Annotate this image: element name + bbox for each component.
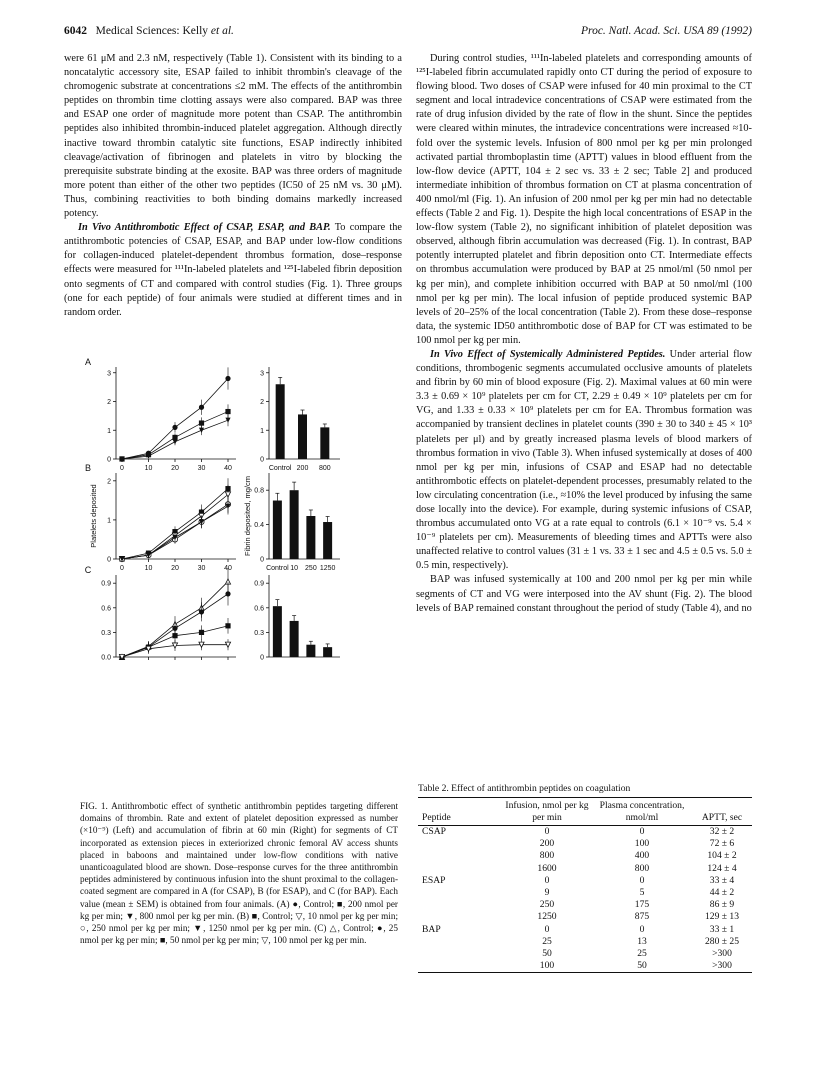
section-heading-in-vivo: In Vivo Antithrombotic Effect of CSAP, ESAP, and BAP. [78, 222, 331, 234]
journal-citation: Proc. Natl. Acad. Sci. USA 89 (1992) [581, 25, 752, 37]
x-tick-label: 0 [120, 465, 124, 472]
bar-y-tick-label: 0.4 [254, 522, 264, 530]
cell-infusion: 800 [539, 850, 555, 862]
cell-plasma: 0 [639, 826, 645, 837]
cell-plasma: 400 [634, 850, 650, 862]
cell-peptide: CSAP [422, 826, 446, 837]
table-header-row [418, 798, 752, 826]
bar [290, 621, 299, 657]
data-point [172, 633, 177, 638]
y-tick-label: 0.3 [101, 629, 111, 637]
data-point [172, 439, 177, 444]
bar-category-label: 200 [296, 465, 309, 472]
cell-aptt: >300 [712, 948, 732, 960]
data-point [199, 630, 204, 635]
x-tick-label: 40 [224, 565, 232, 572]
series-line [122, 489, 228, 559]
y-tick-label: 0.9 [101, 580, 111, 588]
cell-infusion: 250 [539, 899, 555, 911]
cell-peptide [418, 838, 502, 850]
left-paragraph-1: were 61 μM and 2.3 nM, respectively (Table 1). Consistent with its binding to a noncatalytic accessory site, ESAP failed to inhibit thrombin's cleavage of the chromogenic substrate at concentrations ≤2 mM. The effects of the antithrombin peptides on thrombin time clotting assays were also compared. BAP was three and ESAP one order of magnitude more potent than CSAP. The antithrombin peptides also inhibited thrombin-induced platelet aggregation. Although directly inactive toward thrombin catalytic site functions, ESAP indirectly inhibited cleavage/activation of fibrinogen and platelets in vitro by blocking the prerequisite substrate binding at the exosite. BAP was three orders of magnitude more potent than either of the other two peptides (IC50 of 25 nM vs. 30 μM). Thus, combining reactivities to both binding domains markedly increased potency. [64, 53, 402, 220]
panel-label: C [84, 565, 92, 575]
x-tick-label: 30 [197, 465, 206, 472]
data-point [225, 591, 230, 596]
cell-infusion: 25 [542, 935, 552, 947]
cell-aptt: 280 ± 25 [704, 935, 740, 947]
header-plasma: Plasma concentration, nmol/ml [599, 800, 685, 823]
data-point [172, 425, 177, 430]
cell-infusion: 100 [539, 960, 555, 972]
cell-infusion: 9 [544, 887, 550, 899]
figure-1 [64, 355, 404, 660]
cell-peptide: ESAP [422, 874, 446, 886]
data-point [225, 623, 230, 628]
header-infusion: Infusion, nmol per kg per min [505, 800, 589, 823]
table-body [418, 826, 752, 973]
bar-y-tick-label: 2 [260, 399, 264, 406]
bar [273, 501, 282, 559]
table-row [418, 948, 752, 960]
data-point [225, 418, 230, 423]
cell-aptt: 44 ± 2 [709, 887, 735, 899]
y-tick-label: 1 [107, 427, 111, 435]
table-row [418, 911, 752, 923]
bar [323, 647, 332, 657]
y-tick-label: 0 [107, 456, 111, 464]
left-paragraph-2 [64, 221, 402, 320]
bar [276, 384, 285, 459]
table-row [418, 924, 752, 936]
cell-aptt: 33 ± 4 [709, 874, 735, 886]
bar-y-tick-label: 0.3 [254, 629, 264, 637]
header-et-al: et al. [210, 25, 234, 37]
cell-infusion: 0 [544, 923, 550, 935]
panel-label: A [84, 357, 92, 367]
left-paragraph-2-body: To compare the antithrombotic potencies of CSAP, ESAP, and BAP under low-flow conditions for collagen-induced platelet-dependent thrombus formation, dose–response effects were measured for ¹¹¹In-labeled platelets and ¹²⁵I-labeled fibrin deposition onto segments of CT and compared with control studies (Fig. 1). Three groups (one for each peptide) of four animals were studied at different times and in random order. [64, 222, 402, 318]
data-point [199, 609, 204, 614]
data-point [199, 405, 204, 410]
table-row [418, 899, 752, 911]
right-paragraph-3: BAP was infused systemically at 100 and 200 nmol per kg per min while segments of CT and VG were interposed into the AV shunt (Fig. 2). The blood levels of BAP remained constant throughout the period of study (Table 4), and no [416, 574, 752, 614]
data-point [199, 420, 204, 425]
cell-plasma: 100 [634, 838, 650, 850]
cell-infusion: 0 [544, 826, 550, 837]
cell-infusion: 50 [542, 948, 552, 960]
bar-y-tick-label: 3 [260, 370, 264, 378]
table-row [418, 863, 752, 875]
y-tick-label: 2 [107, 399, 111, 406]
bar-y-tick-label: 0 [260, 556, 264, 564]
bar-category-label: Control [266, 565, 289, 572]
coagulation-table [418, 797, 752, 973]
right-column [416, 52, 752, 616]
table-row [418, 826, 752, 839]
data-point [225, 409, 230, 414]
header-left [64, 25, 234, 37]
table-row [418, 875, 752, 887]
cell-infusion: 1600 [537, 862, 557, 874]
x-tick-label: 20 [171, 465, 179, 472]
cell-plasma: 25 [637, 948, 647, 960]
x-tick-label: 40 [224, 465, 232, 472]
cell-aptt: 72 ± 6 [709, 838, 735, 850]
bar [306, 516, 315, 559]
bar-category-label: 800 [318, 465, 331, 472]
figure-caption [80, 800, 398, 946]
data-point [199, 428, 204, 433]
x-tick-label: 20 [171, 565, 179, 572]
cell-peptide: BAP [422, 923, 441, 935]
cell-plasma: 0 [639, 874, 645, 886]
left-column [64, 52, 402, 320]
y-tick-label: 0.6 [101, 605, 111, 613]
cell-aptt: 33 ± 1 [709, 923, 735, 935]
bar-y-tick-label: 0.8 [254, 487, 264, 495]
bar-y-tick-label: 0.9 [254, 580, 264, 588]
table-2 [418, 783, 752, 973]
cell-peptide [418, 948, 502, 960]
panel-label: B [84, 463, 92, 473]
running-header [64, 25, 752, 41]
x-tick-label: 0 [120, 565, 124, 572]
cell-aptt: >300 [712, 960, 732, 972]
cell-aptt: 32 ± 2 [709, 826, 735, 837]
cell-aptt: 124 ± 4 [707, 862, 737, 874]
cell-plasma: 50 [637, 960, 647, 972]
cell-aptt: 129 ± 13 [704, 911, 740, 923]
cell-infusion: 200 [539, 838, 555, 850]
cell-infusion: 1250 [537, 911, 557, 923]
cell-plasma: 0 [639, 923, 645, 935]
figure-1-plots [64, 355, 404, 660]
y-tick-label: 0 [107, 556, 111, 564]
header-section: Medical Sciences: Kelly [95, 25, 209, 37]
right-paragraph-2 [416, 348, 752, 574]
bar-category-label: 10 [290, 565, 299, 572]
y-tick-label: 2 [107, 478, 111, 486]
table-row [418, 936, 752, 948]
cell-peptide [418, 960, 502, 973]
header-aptt: APTT, sec [701, 811, 743, 823]
x-tick-label: 10 [144, 465, 153, 472]
y-tick-label: 3 [107, 370, 111, 378]
bar [306, 645, 315, 657]
cell-peptide [418, 936, 502, 948]
cell-plasma: 175 [634, 899, 650, 911]
right-paragraph-1: During control studies, ¹¹¹In-labeled platelets and corresponding amounts of ¹²⁵I-labeled fibrin accumulated rapidly onto CT during the period of exposure to flowing blood. Two doses of CSAP were infused for 40 min proximal to the CT segment and local intradevice concentrations of CSAP were estimated from the rate of drug infusion divided by the rate of flow in the shunt. Since the peptides were cleared within minutes, the intradevice concentrations were increased ≈10-fold over the systemic levels. Infusion of 800 nmol per kg per min prolonged activated partial thromboplastin time (APTT) values in blood effluent from the low-flow device (APTT, 104 ± 2 sec vs. 33 ± 2 sec; Table 2] and produced intermediate inhibition of thrombus formation on CT at plasma concentration of 400 nmol/ml (Fig. 1). An infusion of 200 nmol per kg per min had no detectable effects (Table 2 and Fig. 1). Despite the high local concentrations of ESAP in the low-flow system (Table 2), no significant inhibition of platelet deposition was observed, although fibrin accumulation was decreased (Fig. 1). In contrast, BAP potently interrupted platelet and fibrin deposition onto CT. Intermediate effects on thrombus accumulation were produced by BAP at 25 nmol/ml (50 nmol per kg per min), and complete inhibition occurred with BAP at 50 nmol/ml (100 nmol per kg per min). The local infusion of peptide produced systemic BAP levels of 20–25% of the local concentration (Table 2). From these dose–response data, the systemic ID50 antithrombotic dose of BAP for CT was estimated to be 100 nmol per kg per min. [416, 53, 752, 346]
bar [290, 490, 299, 559]
x-tick-label: 10 [144, 565, 153, 572]
bar-y-tick-label: 0 [260, 456, 264, 464]
cell-plasma: 13 [637, 935, 647, 947]
cell-peptide [418, 911, 502, 923]
bar [323, 522, 332, 559]
y-tick-label: 0.0 [101, 654, 111, 660]
section-heading-systemic: In Vivo Effect of Systemically Administered Peptides. [430, 348, 666, 360]
right-paragraph-2-body: Under arterial flow conditions, thrombogenic segments accumulated occlusive amounts of platelets and fibrin by 60 min of blood exposure (Fig. 2). Maximal values at 60 min were 3.3 ± 0.69 × 10⁹ platelets per cm for CT, 2.29 ± 0.49 × 10⁹ platelets per cm for VG, and 1.33 ± 0.33 × 10⁹ platelets per cm for EA. Thrombus formation was accompanied by transient declines in platelet counts (390 ± 30 to 340 ± 45 × 10³ platelets per μl) and by greatly increased plasma levels of blood markers of thrombus formation in vivo (Table 3). When infused systemically at doses of 400 nmol per kg per min, infusions of CSAP and ESAP had no detectable antithrombotic effects on platelet-dependent processes, presumably related to the low circulating concentration (i.e., ≈10% the level produced by infusing the same dose locally into the device). For example, during systemic infusions of CSAP, thrombus accumulated onto VG at a rate equal to controls (6.1 × 10⁻⁹ vs. 5.4 × 10⁻⁹ platelets per cm). Measurements of bleeding times and APTTs were also unaffected relative to control values (31 ± 1 vs. 33 ± 1 sec and 4.5 ± 0.5 vs. 5.0 ± 0.5 min, respectively). [416, 348, 753, 572]
cell-aptt: 86 ± 9 [709, 899, 735, 911]
figure-caption-text: FIG. 1. Antithrombotic effect of synthetic antithrombin peptides targeting different domains of thrombin. Rate and extent of platelet deposition expressed as number (×10⁻⁹) (Left) and accumulation of fibrin at 60 min (Right) for segments of CT incorporated as extension pieces in exteriorized chronic femoral AV access shunts placed in baboons and maintained under low-flow conditions with native unanticoagulated blood are shown. Dose–response curves for the three antithrombin peptides administered by continuous infusion into the shunt proximal to the collagen-coated segment are compared in A (for CSAP), B (for ESAP), and C (for BAP). Each value (mean ± SEM) is obtained from four animals. (A) ●, Control; ■, 200 nmol per kg per min; ▼, 800 nmol per kg per min. (B) ■, Control; ▽, 10 nmol per kg per min; ○, 250 nmol per kg per min; ▼, 1250 nmol per kg per min. (C) △, Control; ●, 25 nmol per kg per min; ■, 50 nmol per kg per min; ▽, 100 nmol per kg per min. [80, 801, 398, 946]
bar-y-axis-title: Fibrin deposited, mg/cm [243, 475, 252, 557]
table-title: Table 2. Effect of antithrombin peptides on coagulation [418, 783, 631, 794]
bar-category-label: Control [268, 465, 292, 472]
cell-plasma: 800 [634, 862, 650, 874]
cell-peptide [418, 850, 502, 862]
table-row [418, 887, 752, 899]
bar [320, 427, 329, 459]
cell-infusion: 0 [544, 874, 550, 886]
line-y-axis-title: Platelets deposited [89, 484, 98, 548]
header-peptide: Peptide [422, 811, 451, 823]
bar-category-label: 1250 [319, 565, 336, 572]
bar-y-tick-label: 0 [260, 654, 264, 660]
table-row [418, 960, 752, 973]
table-row [418, 838, 752, 850]
cell-aptt: 104 ± 2 [707, 850, 737, 862]
cell-plasma: 875 [634, 911, 650, 923]
bar [298, 414, 307, 459]
x-tick-label: 30 [197, 565, 206, 572]
table-row [418, 850, 752, 862]
data-point [225, 376, 230, 381]
y-tick-label: 1 [107, 517, 111, 525]
cell-peptide [418, 863, 502, 875]
cell-peptide [418, 887, 502, 899]
bar [273, 606, 282, 657]
cell-peptide [418, 899, 502, 911]
bar-y-tick-label: 1 [260, 427, 264, 435]
cell-plasma: 5 [639, 887, 645, 899]
bar-category-label: 250 [305, 565, 317, 572]
bar-y-tick-label: 0.6 [254, 605, 264, 613]
page-number: 6042 [64, 25, 87, 37]
